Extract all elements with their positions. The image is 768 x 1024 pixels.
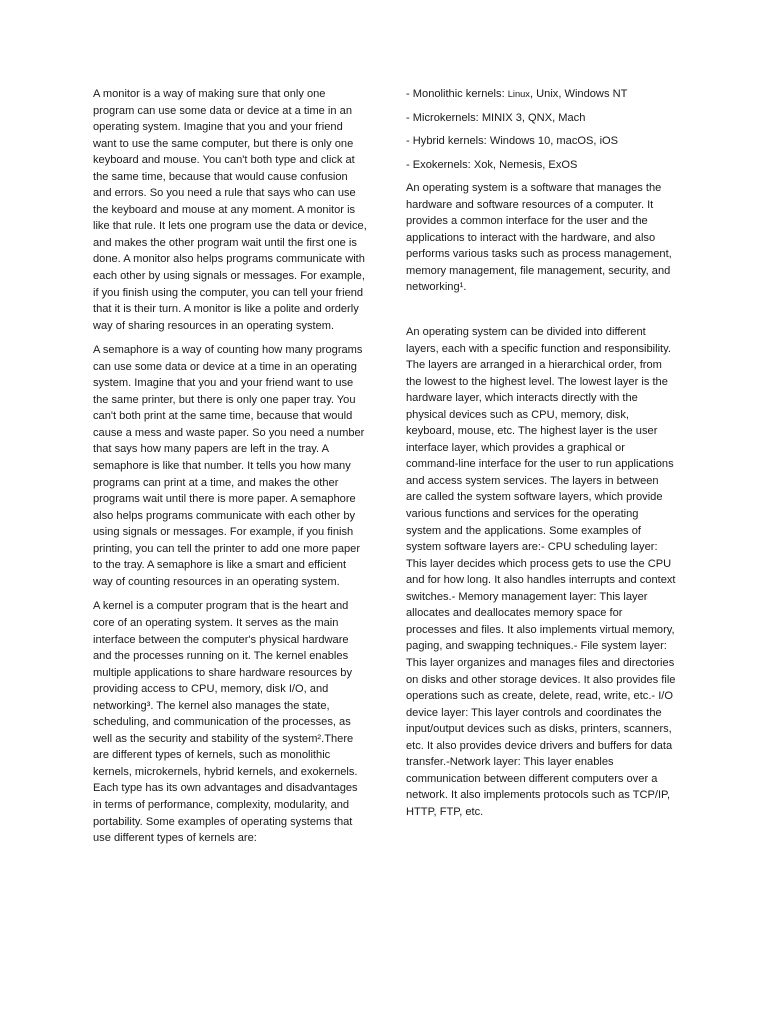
list-item-hybrid: - Hybrid kernels: Windows 10, macOS, iOS bbox=[406, 135, 619, 148]
semaphore-paragraph: A semaphore is a way of counting how many programs can use some data or device at a time in an operating system. Imagine that you and your friend want to use the same printer, but there is only one paper tray. You can't both print at the same time, because that would cause a mess and waste paper. So you need a number that says how many papers are left in the tray. A semaphore is like that number. It tells you how many programs can print at a time, and makes the other programs wait until there is more paper. A semaphore also helps programs communicate with each other by using signals or messages. For example, if you finish printing, you can tell the printer to add one more paper to the tray. A semaphore is like a smart and efficient way of counting resources in an operating system. bbox=[93, 344, 365, 588]
monolithic-prefix: - Monolithic kernels: bbox=[406, 88, 508, 100]
monolithic-rest: , Unix, Windows NT bbox=[529, 88, 628, 100]
list-item-monolithic bbox=[406, 86, 676, 103]
kernel-examples-list bbox=[406, 86, 676, 173]
right-column bbox=[406, 86, 676, 828]
left-column bbox=[93, 86, 368, 855]
list-item-exokernels: - Exokernels: Xok, Nemesis, ExOS bbox=[406, 158, 578, 171]
os-layers-paragraph: An operating system can be divided into different layers, each with a specific function and responsibility. The layers are arranged in a hierarchical order, from the lowest to the highest level. The lowest layer is the hardware layer, which interacts directly with the physical devices such as CPU, memory, disk, keyboard, mouse, etc. The highest layer is the user interface layer, which provides a graphical or command-line interface for the user to run applications and access system services. The layers in between are called the system software layers, which provide various functions and services for the operating system and the applications. Some examples of system software layers are:- CPU scheduling layer: This layer decides which process gets to use the CPU and for how long. It also handles interrupts and context switches.- Memory management layer: This layer allocates and deallocates memory space for processes and files. It also implements virtual memory, paging, and swapping techniques.- File system layer: This layer organizes and manages files and directories on disks and other storage devices. It also provides file operations such as create, delete, read, write, etc.- I/O device layer: This layer controls and coordinates the input/output devices such as disks, printers, scanners, etc. It also provides device drivers and buffers for data transfer.-Network layer: This layer enables communication between different computers over a network. It also implements protocols such as TCP/IP, HTTP, FTP, etc. bbox=[406, 326, 676, 818]
kernel-paragraph: A kernel is a computer program that is the heart and core of an operating system. It serves as the main interface between the computer's physical hardware and the processes running on it. The kernel enables multiple applications to share hardware resources by providing access to CPU, memory, disk I/O, and networking³. The kernel also manages the state, scheduling, and communication of the processes, as well as the security and stability of the system².There are different types of kernels, such as monolithic kernels, microkernels, hybrid kernels, and exokernels. Each type has its own advantages and disadvantages in terms of performance, complexity, modularity, and portability. Some examples of operating systems that use different types of kernels are: bbox=[93, 600, 358, 845]
os-definition-paragraph: An operating system is a software that manages the hardware and software resources of a computer. It provides a common interface for the user and the applications to interact with the hardware, and also performs various tasks such as process management, memory management, file management, security, and networking¹. bbox=[406, 182, 672, 294]
list-item-microkernels: - Microkernels: MINIX 3, QNX, Mach bbox=[406, 111, 586, 124]
monitor-paragraph: A monitor is a way of making sure that only one program can use some data or device at a time in an operating system. Imagine that you and your friend want to use the same computer, but there is only one keyboard and mouse. You can't both type and click at the same time, because that would cause confusion and errors. So you need a rule that says who can use the keyboard and mouse at any moment. A monitor is like that rule. It lets one program use the data or device, and makes the other program wait until the first one is done. A monitor also helps programs communicate with each other by using signals or messages. For example, if you finish using the computer, you can tell your friend that it is their turn. A monitor is like a polite and orderly way of sharing resources in an operating system. bbox=[93, 88, 367, 332]
monolithic-linux: Linux bbox=[507, 89, 530, 99]
